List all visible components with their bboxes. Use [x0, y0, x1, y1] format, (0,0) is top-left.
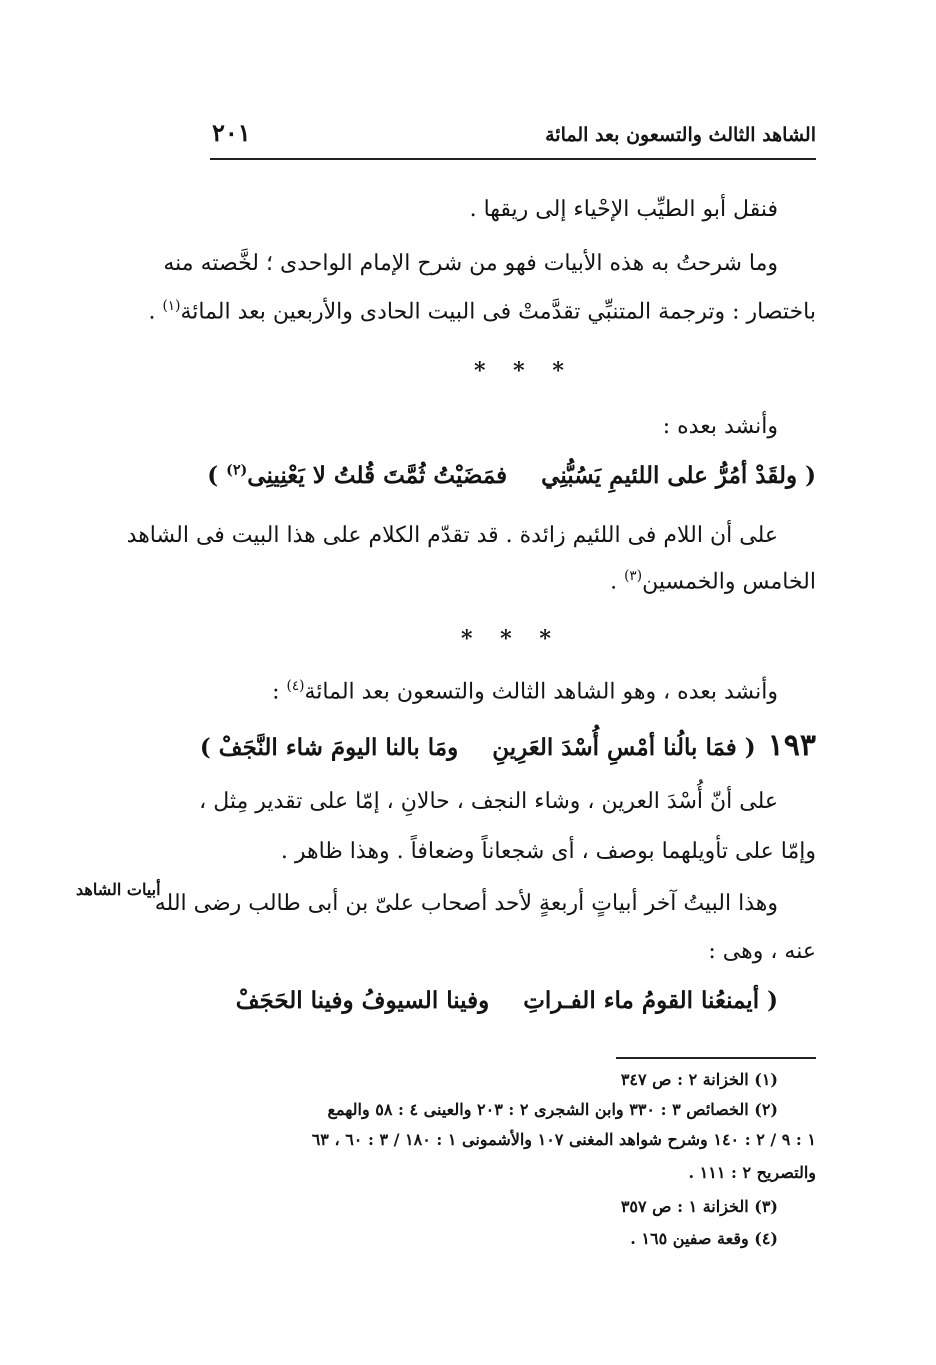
footnote: (٣) الخزانة ١ : ص ٣٥٧ — [620, 1197, 778, 1216]
paragraph-text: وأنشد بعده ، وهو الشاهد الثالث والتسعون بعد المائة — [304, 679, 778, 705]
footnote-ref[interactable]: (١) — [162, 298, 181, 314]
paragraph-line: وإمّا على تأويلهما بوصف ، أى شجعاناً وضعافاً . وهذا ظاهر . — [280, 839, 816, 864]
verse-hemistich: وفينا السيوفُ وفينا الحَجَفْ — [235, 987, 490, 1014]
verse-intro — [272, 678, 778, 707]
page-number: ٢٠١ — [212, 118, 251, 147]
footnote: (٤) وقعة صفين ١٦٥ . — [630, 1229, 778, 1248]
paragraph-text: الخامس والخمسين — [642, 569, 816, 595]
verse-hemistich: فمَضَيْتُ ثُمَّتَ قُلتُ لا يَعْنِينِى — [247, 462, 508, 489]
verse-hemistich: ( ولقَدْ أمُرُّ على اللئيمِ يَسُبُّنِي — [541, 462, 816, 489]
footnote: (١) الخزانة ٢ : ص ٣٤٧ — [620, 1070, 778, 1089]
header-rule — [210, 158, 816, 160]
verse-line — [200, 726, 816, 765]
verse-hemistich: ومَا بالنا اليومَ شاء النَّجَفْ ) — [199, 734, 459, 761]
paragraph-line: فنقل أبو الطيِّب الإحْياء إلى ريقها . — [469, 197, 778, 222]
footnote-ref[interactable]: (٢) — [226, 462, 248, 479]
paragraph-line — [610, 568, 816, 597]
paragraph-text: باختصار : وترجمة المتنبِّي تقدَّمتْ فى البيت الحادى والأربعين بعد المائة — [180, 299, 816, 325]
paragraph-line: وما شرحتُ به هذه الأبيات فهو من شرح الإمام الواحدى ؛ لخَّصته منه — [163, 251, 778, 276]
footnote-rule — [616, 1057, 816, 1059]
footnote-ref[interactable]: (٣) — [624, 568, 643, 584]
margin-note: أبيات الشاهد — [76, 880, 161, 899]
footnote: ١ : ٩ / ٢ : ١٤٠ وشرح شواهد المغنى ١٠٧ والأشمونى ١ : ١٨٠ / ٣ : ٦٠ ، ٦٣ — [311, 1130, 816, 1149]
verse-line — [207, 461, 816, 491]
section-separator: * * * — [474, 358, 574, 384]
verse-hemistich: ( فمَا بالُنا أمْسِ أُسْدَ العَرِينِ — [492, 734, 756, 761]
paragraph-end: . — [610, 569, 625, 595]
paragraph-end: . — [148, 299, 163, 325]
footnote-ref[interactable]: (٤) — [286, 678, 305, 694]
verse-intro: وأنشد بعده : — [662, 414, 778, 439]
footnote: والتصريح ٢ : ١١١ . — [688, 1163, 816, 1182]
paragraph-end: : — [272, 679, 287, 705]
paragraph-line: على أن اللام فى اللئيم زائدة . قد تقدّم الكلام على هذا البيت فى الشاهد — [126, 523, 778, 548]
paragraph-line: وهذا البيتُ آخر أبياتٍ أربعةٍ لأحد أصحاب علىّ بن أبى طالب رضى الله — [154, 891, 778, 916]
verse-hemistich: ( أيمنعُنا القومُ ماء الفـراتِ — [523, 987, 778, 1014]
paragraph-line: على أنّ أُسْدَ العرين ، وشاء النجف ، حالانِ ، إمّا على تقدير مِثل ، — [199, 789, 778, 814]
verse-bracket: ) — [207, 462, 227, 489]
paragraph-line — [148, 298, 816, 327]
footnote: (٢) الخصائص ٣ : ٣٣٠ وابن الشجرى ٢ : ٢٠٣ والعينى ٤ : ٥٨ والهمع — [327, 1100, 778, 1119]
section-separator: * * * — [461, 626, 561, 652]
verse-line — [236, 986, 778, 1016]
paragraph-line: عنه ، وهى : — [708, 939, 816, 964]
shahid-number: ١٩٣ — [767, 728, 816, 763]
running-title: الشاهد الثالث والتسعون بعد المائة — [545, 124, 816, 146]
